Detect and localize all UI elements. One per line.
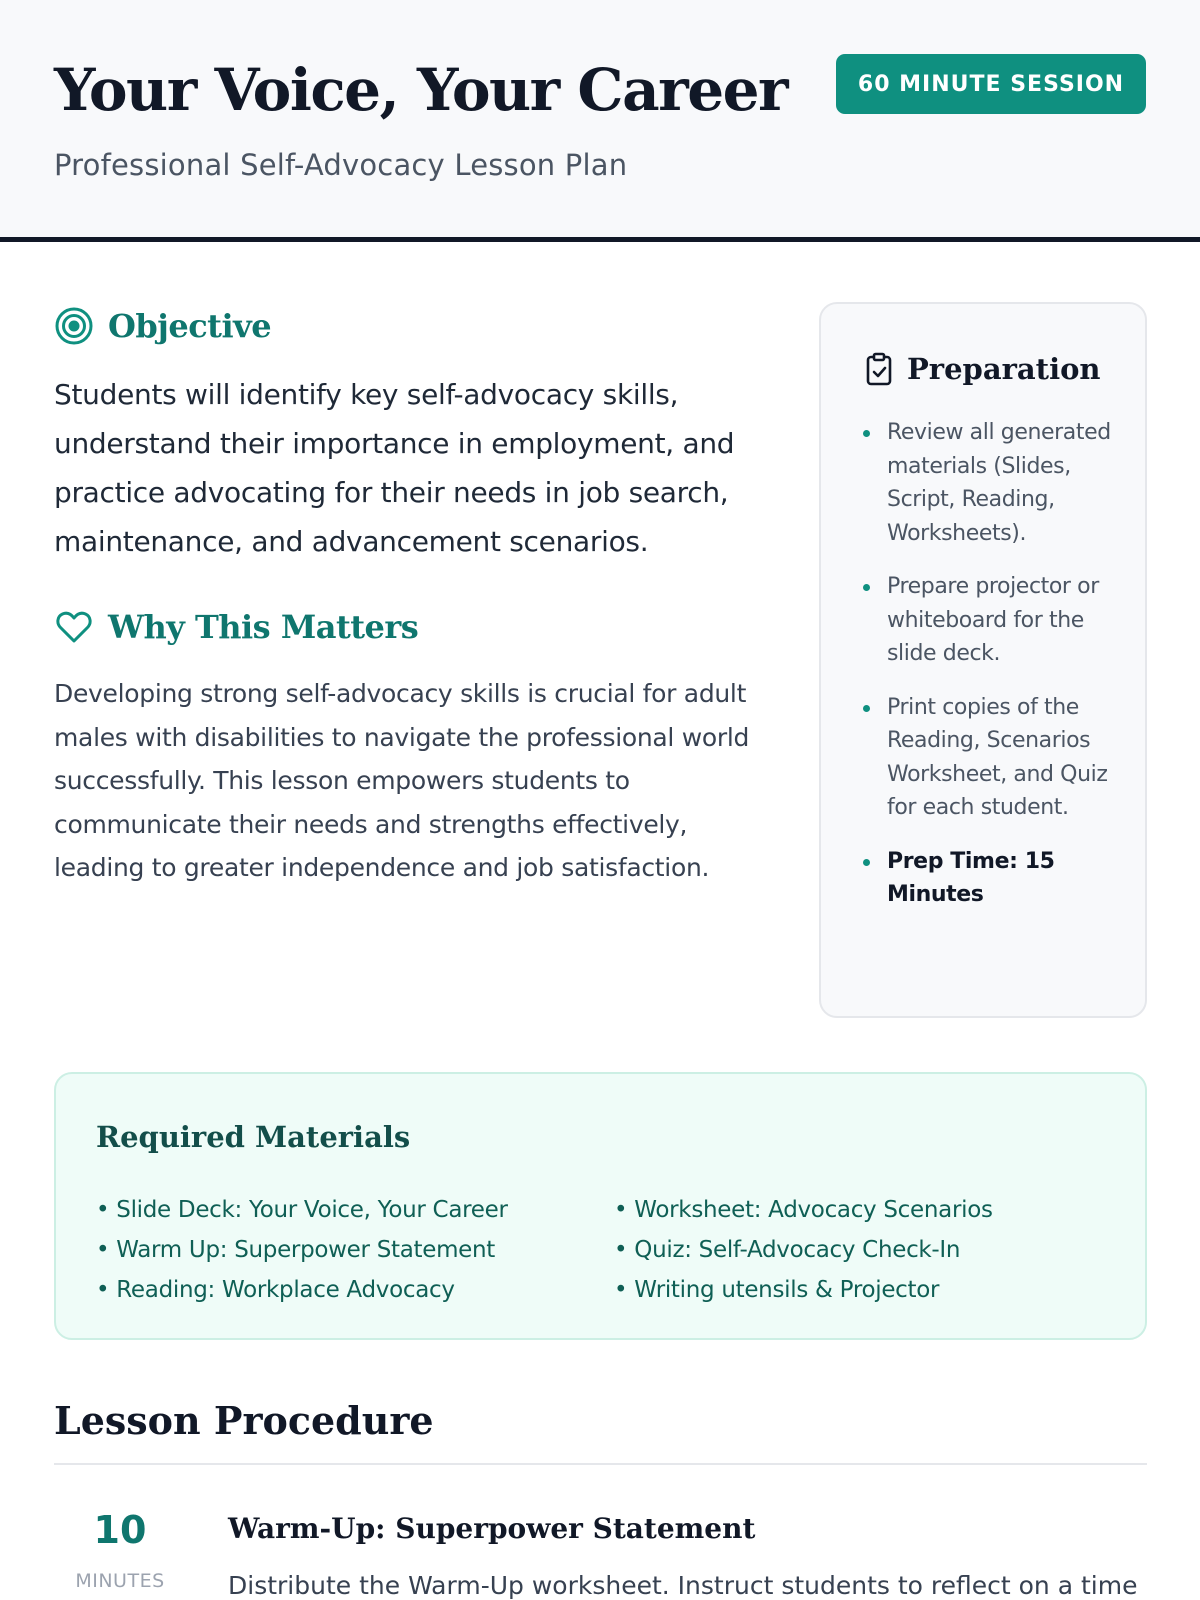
page-subtitle: Professional Self-Advocacy Lesson Plan: [54, 148, 628, 182]
step-minutes: 10: [93, 1508, 147, 1552]
material-item: • Writing utensils & Projector: [614, 1270, 993, 1310]
preparation-heading-label: Preparation: [907, 352, 1101, 386]
why-text: Developing strong self-advocacy skills is crucial for adult males with disabilities to navigate the professional world successfully. This lesson empowers students to communicate their needs and strengths effectively, leading to greater independence and job satisfaction.: [54, 679, 750, 882]
preparation-list: [863, 416, 1123, 932]
page-title: Your Voice, Your Career: [54, 56, 788, 124]
objective-text: Students will identify key self-advocacy skills, understand their importance in employment, and practice advocating for their needs in job search, maintenance, and advancement scenarios.: [54, 378, 735, 558]
materials-heading: Required Materials: [96, 1120, 411, 1154]
preparation-item: Print copies of the Reading, Scenarios Worksheet, and Quiz for each student.: [863, 691, 1123, 825]
step-minutes-unit: MINUTES: [75, 1570, 165, 1592]
material-item: • Slide Deck: Your Voice, Your Career: [96, 1190, 508, 1230]
material-item: • Worksheet: Advocacy Scenarios: [614, 1190, 993, 1230]
lesson-header: [0, 0, 1200, 242]
procedure-divider: [54, 1463, 1147, 1465]
step-description: Distribute the Warm-Up worksheet. Instruct students to reflect on a time: [228, 1571, 1138, 1600]
material-item: • Warm Up: Superpower Statement: [96, 1230, 508, 1270]
step-title: Warm-Up: Superpower Statement: [228, 1512, 756, 1545]
materials-list-left: [96, 1190, 508, 1310]
preparation-item: Review all generated materials (Slides, Script, Reading, Worksheets).: [863, 416, 1123, 550]
preparation-item: Prepare projector or whiteboard for the slide deck.: [863, 570, 1123, 671]
material-item: • Quiz: Self-Advocacy Check-In: [614, 1230, 993, 1270]
procedure-heading: Lesson Procedure: [54, 1398, 434, 1443]
clipboard-check-icon: [863, 352, 895, 386]
objective-heading: [54, 306, 271, 346]
objective-heading-label: Objective: [108, 307, 272, 345]
preparation-heading: [863, 352, 1101, 386]
target-icon: [54, 306, 94, 346]
why-heading-label: Why This Matters: [108, 608, 419, 646]
preparation-card: [819, 302, 1147, 1018]
heart-icon: [54, 607, 94, 647]
session-duration-badge: 60 MINUTE SESSION: [836, 54, 1146, 114]
required-materials-panel: [54, 1072, 1147, 1340]
materials-list-right: [614, 1190, 993, 1310]
material-item: • Reading: Workplace Advocacy: [96, 1270, 508, 1310]
prep-time-item: Prep Time: 15 Minutes: [863, 845, 1123, 912]
why-heading: [54, 607, 418, 647]
